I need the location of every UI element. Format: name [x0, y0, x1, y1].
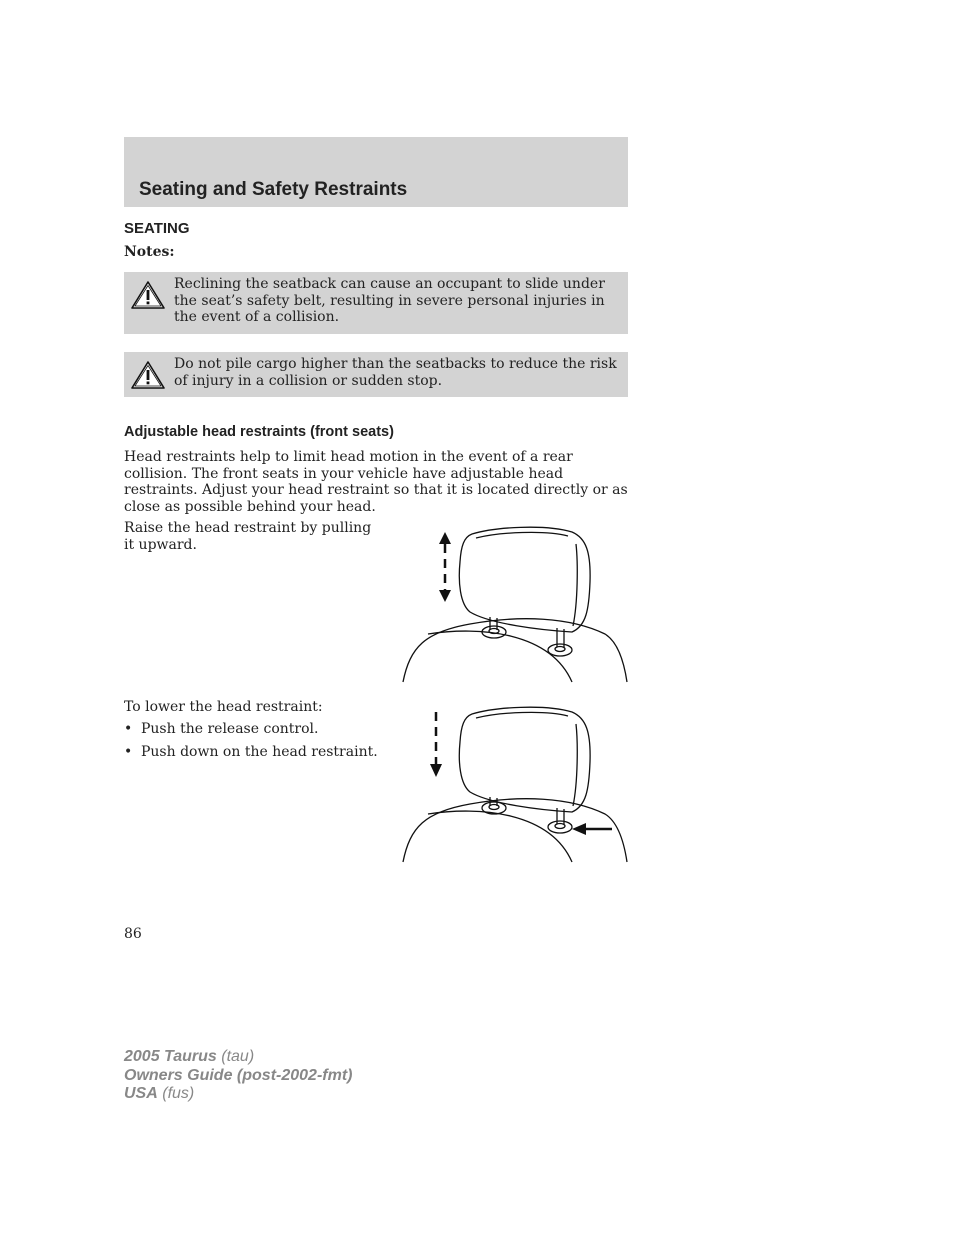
footer-market-code: (fus): [162, 1085, 195, 1102]
subsection-heading: Adjustable head restraints (front seats): [124, 424, 394, 440]
head-restraint-lower-illustration: [400, 702, 630, 864]
down-arrow-icon: [430, 712, 442, 777]
list-item: [124, 721, 378, 744]
list-item: [124, 744, 378, 767]
footer-market: USA: [124, 1085, 158, 1102]
bullet: •: [124, 721, 133, 737]
raise-instruction: Raise the head restraint by pulling it upward.: [124, 520, 372, 553]
section-heading: SEATING: [124, 220, 190, 237]
intro-paragraph: Head restraints help to limit head motion in the event of a rear collision. The front seats in your vehicle have adjustable head restraints. Adjust your head restraint so that it is located directly or as close as possible behind your head.: [124, 449, 628, 515]
step-text: Push down on the head restraint.: [141, 744, 378, 760]
warning-box: [124, 272, 628, 334]
footer-model: 2005 Taurus: [124, 1048, 217, 1065]
head-restraint-raise-illustration: [400, 522, 630, 684]
warning-triangle-icon: [130, 360, 166, 390]
notes-label: Notes:: [124, 244, 175, 260]
footer-guide: Owners Guide (post-2002-fmt): [124, 1066, 353, 1084]
lower-instruction: To lower the head restraint:: [124, 699, 323, 715]
footer-model-code: (tau): [221, 1048, 255, 1065]
section-header-band: [124, 137, 628, 207]
warning-text: Do not pile cargo higher than the seatbacks to reduce the risk of injury in a collision or sudden stop.: [174, 356, 617, 389]
page-title: Seating and Safety Restraints: [139, 179, 408, 200]
up-down-arrow-icon: [439, 532, 451, 602]
bullet: •: [124, 744, 133, 760]
warning-triangle-icon: [130, 280, 166, 310]
warning-box: [124, 352, 628, 397]
lower-steps-list: [124, 721, 378, 767]
page-number: 86: [124, 926, 142, 942]
release-control-arrow-icon: [572, 823, 612, 835]
document-footer: [124, 1048, 352, 1104]
step-text: Push the release control.: [141, 721, 319, 737]
warning-text: Reclining the seatback can cause an occupant to slide under the seat’s safety belt, resulting in severe personal injuries in the event of a collision.: [174, 276, 605, 325]
